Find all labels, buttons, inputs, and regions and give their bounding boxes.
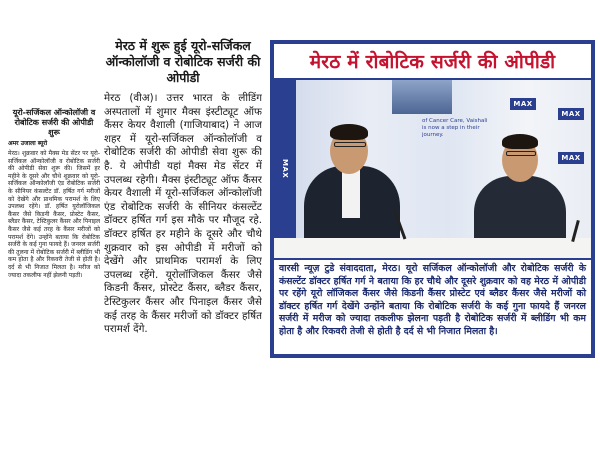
press-conference-photo bbox=[274, 80, 591, 258]
right-news-clipping bbox=[270, 40, 595, 358]
max-logo-text: MAX bbox=[561, 110, 581, 118]
right-body-box bbox=[274, 260, 591, 354]
max-banner-left bbox=[274, 80, 296, 258]
building-poster bbox=[392, 80, 452, 114]
person-left-glasses bbox=[334, 142, 366, 147]
left-news-clipping bbox=[8, 108, 100, 348]
left-headline: यूरो-सर्जिकल ऑन्कोलॉजी व रोबोटिक सर्जरी की ओपीडी शुरू bbox=[12, 108, 96, 137]
person-right-glasses bbox=[506, 151, 536, 156]
max-logo-text: MAX bbox=[281, 159, 289, 179]
right-body-text: वारसी न्यूज़ टुडे संवाददाता, मेरठ। यूरो सर्जिकल ऑन्कोलॉजी और रोबोटिक सर्जरी के कंसल्टेंट डॉक्टर हर्षित गर्ग ने बताया कि हर चौथे और दूसरे शुक्रवार को वह मेरठ में ओपीडी पर रहेंगे यूरो लॉजिकल कैंसर जैसे किडनी कैंसर प्रोस्टेट एवं ब्लैडर कैंसर जैसे मरीजों को डॉक्टर हर्षित गर्ग देखेंगे उन्होंने बताया कि रोबोटिक सर्जरी के कई गुना फायदे हैं जनरल सर्जरी में मरीज को ज्यादा तकलीफ झेलना पड़ती है रोबोटिक सर्जरी में ब्लीडिंग भी कम होता है और रिकवरी तेजी से होती है दर्द से भी निजात मिलता है। bbox=[279, 263, 586, 337]
max-logo-text: MAX bbox=[513, 100, 533, 108]
left-byline: अमर उजाला ब्यूरो bbox=[8, 140, 48, 147]
max-banner-right-1 bbox=[510, 98, 536, 110]
max-banner-right-2 bbox=[558, 108, 584, 120]
person-right-hair bbox=[502, 134, 538, 149]
max-banner-right-3 bbox=[558, 152, 584, 164]
right-headline-box bbox=[274, 44, 591, 78]
middle-headline: मेरठ में शुरू हुई यूरो-सर्जिकल ऑन्कोलॉजी व रोबोटिक सर्जरी की ओपीडी bbox=[105, 38, 261, 85]
person-left-hair bbox=[330, 124, 368, 140]
left-body-text: मेरठ। शुक्रवार को मैक्स मेड सेंटर पर यूरो-सर्जिकल ऑन्कोलॉजी व रोबोटिक सर्जरी की ओपीडी सेवा शुरू की। जिसमें हर महीने के दूसरे और चौथे शुक्रवार को यूरो-सर्जिकल ऑन्कोलॉजी एंड रोबोटिक सर्जरी के सीनियर कंसल्टेंट डॉ. हर्षित गर्ग मरीजों को देखेंगे और प्राथमिक परामर्श के लिए उपलब्ध रहेंगे। डॉ. हर्षित यूरोलॉजिकल कैंसर जैसे किडनी कैंसर, प्रोस्टेट कैंसर, ब्लैडर कैंसर, टेस्टिकुलर कैंसर और पिनाइल कैंसर जैसे कई तरह के कैंसर मरीजों को परामर्श देंगे। उन्होंने बताया कि रोबोटिक सर्जरी के कई गुना फायदे हैं। जनरल सर्जरी की तुलना में रोबोटिक सर्जरी में ब्लीडिंग भी कम होता है और रिकवरी तेजी से होती है। दर्द से भी निजात मिलता है। मरीज को ज्यादा तकलीफ नहीं झेलनी पड़ती। bbox=[8, 150, 100, 279]
right-headline: मेरठ में रोबोटिक सर्जरी की ओपीडी bbox=[309, 51, 556, 73]
wall-slogan: of Cancer Care, Vaishali is now a step in their journey. bbox=[422, 118, 488, 138]
middle-body-text: मेरठ (वीअ)। उत्तर भारत के लीडिंग अस्पतालों में शुमार मैक्स इंस्टीट्यूट ऑफ कैंसर केयर वैशाली (गाजियाबाद) ने आज शहर में यूरो-सर्जिकल ऑन्कोलॉजी व रोबोटिक सर्जरी की ओपीडी सेवा शुरू की है. ये ओपीडी यहां मैक्स मेड सेंटर में उपलब्ध रहेगी। मैक्स इंस्टीट्यूट ऑफ कैंसर केयर वैशाली में यूरो-सर्जिकल ऑन्कोलॉजी एंड रोबोटिक सर्जरी के सीनियर कंसल्टेंट डॉक्टर हर्षित गर्ग इस मौके पर मौजूद रहे. डॉक्टर हर्षित हर महीने के दूसरे और चौथे शुक्रवार को इस ओपीडी में मरीजों को देखेंगे और प्राथमिक परामर्श के लिए उपलब्ध रहेंगे. यूरोलॉजिकल कैंसर जैसे किडनी कैंसर, प्रोस्टेट कैंसर, ब्लैडर कैंसर, टेस्टिकुलर कैंसर और पिनाइल कैंसर जैसे कई तरह के कैंसर मरीजों को डॉक्टर हर्षित परामर्श देंगे. bbox=[104, 92, 262, 336]
person-left-shirt bbox=[342, 168, 360, 218]
middle-news-clipping bbox=[104, 38, 262, 418]
conference-table bbox=[274, 238, 591, 258]
max-logo-text: MAX bbox=[561, 154, 581, 162]
